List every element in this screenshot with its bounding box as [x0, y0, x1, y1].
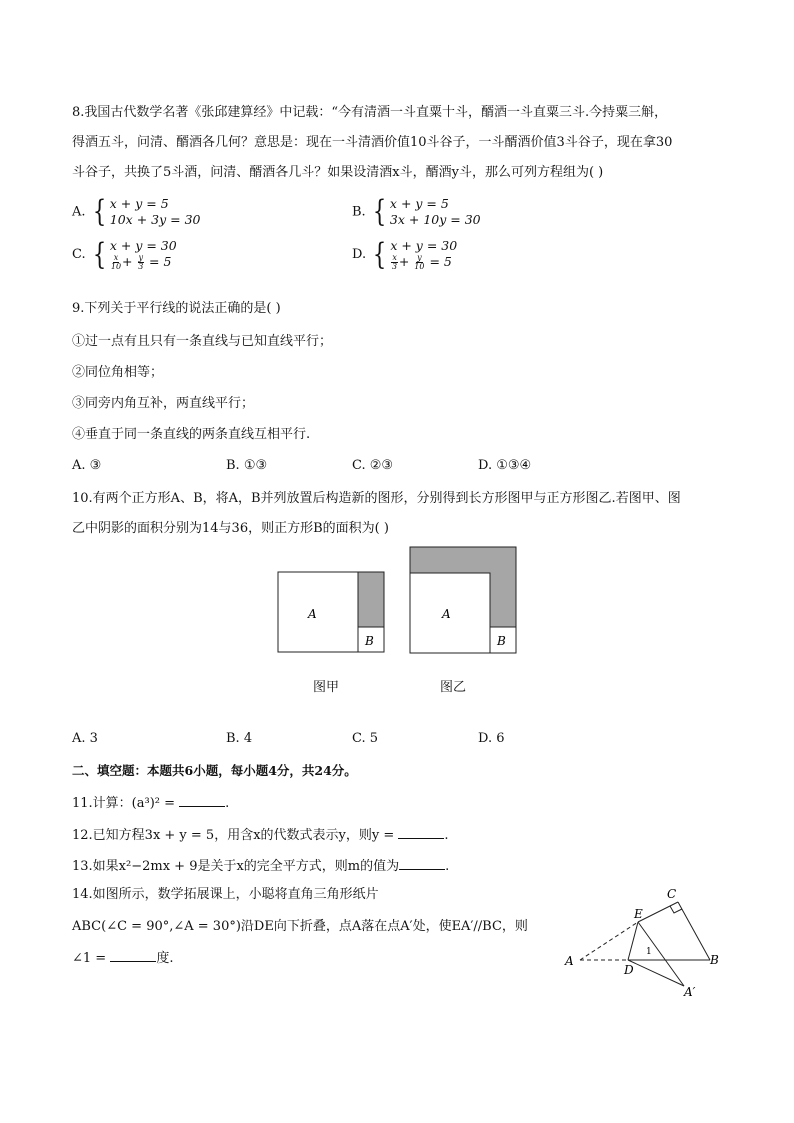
label-b: B: [710, 953, 719, 967]
q14-line2: ABC(∠C = 90°,∠A = 30°)沿DE向下折叠，点A落在点A′处，使EA′//BC，则: [72, 919, 528, 934]
fraction-numerator: x: [392, 253, 397, 262]
label-d: D: [624, 963, 634, 977]
equation: x + y = 5: [389, 196, 449, 211]
equation: x + y = 30: [390, 238, 458, 253]
q9-option-a: A. ③: [72, 458, 102, 473]
answer-blank[interactable]: [399, 856, 445, 870]
q9-option-b: B. ①③: [226, 458, 268, 473]
figure-jia: [278, 572, 384, 652]
q10-figures: [270, 540, 530, 660]
q10-option-d: D. 6: [478, 731, 505, 746]
q9-statement-3: ③同旁内角互补，两直线平行；: [72, 396, 255, 411]
segment-ec: [638, 902, 678, 922]
fraction-numerator: y: [417, 253, 422, 262]
q14-line1: 14.如图所示，数学拓展课上，小聪将直角三角形纸片: [72, 887, 379, 902]
equation: $\frac{x}{3}$ + $\frac{y}{10}$ = 5: [392, 253, 452, 271]
q12-suffix: .: [444, 828, 449, 843]
q11-text: 11.计算：(a³)² =: [72, 796, 180, 811]
q14-text: ∠1 =: [72, 951, 111, 966]
q8-option-d: D. { x + y = 30 $\frac{x}{3}$ + $\frac{y}{10}$ = 5: [352, 236, 458, 272]
answer-blank[interactable]: [110, 948, 156, 962]
label-a: A: [565, 954, 574, 968]
q8-line1: 8.我国古代数学名著《张邱建算经》中记载：“今有清酒一斗直粟十斗，醑酒一斗直粟三斗.今持粟三斛，: [72, 105, 668, 120]
section-title: 二、填空题：本题共6小题，每小题4分，共24分。: [72, 763, 357, 778]
q13-text: 13.如果x²−2mx + 9是关于x的完全平方式，则m的值为: [72, 859, 400, 874]
segment-da1: [628, 960, 684, 986]
q10-option-a: A. 3: [72, 731, 98, 746]
q8-option-c: C. { x + y = 30 $\frac{x}{10}$ + $\frac{y}{3}$ = 5: [72, 236, 177, 272]
q9-statement-1: ①过一点有且只有一条直线与已知直线平行；: [72, 334, 333, 349]
equation: x + y = 30: [109, 238, 177, 253]
label-b: B: [497, 634, 506, 648]
segment-ea1: [638, 922, 684, 986]
label-a: A: [442, 607, 451, 621]
q10-option-b: B. 4: [226, 731, 253, 746]
equation: 10x + 3y = 30: [109, 212, 201, 227]
caption-yi: 图乙: [440, 680, 467, 695]
q14-triangle-figure: [560, 882, 730, 1002]
equation: x + y = 5: [109, 196, 169, 211]
option-label: C.: [72, 247, 86, 262]
label-a-prime: A′: [684, 985, 696, 999]
fraction-numerator: y: [138, 253, 144, 262]
answer-blank[interactable]: [179, 793, 225, 807]
option-label: D.: [352, 247, 367, 262]
option-label: A.: [72, 204, 86, 220]
equation-tail: = 5: [429, 254, 452, 269]
q14-suffix: 度.: [156, 951, 174, 966]
fraction-denominator: 10: [110, 262, 122, 271]
q13-suffix: .: [445, 859, 450, 874]
q8-option-b: B. { x + y = 5 3x + 10y = 30: [352, 194, 481, 229]
q11-suffix: .: [225, 796, 230, 811]
fraction-denominator: 3: [392, 262, 398, 271]
q10-option-c: C. 5: [352, 731, 379, 746]
equation-tail: = 5: [149, 254, 172, 269]
right-angle-mark: [670, 906, 682, 913]
q9-statement-4: ④垂直于同一条直线的两条直线互相平行.: [72, 427, 311, 442]
fraction-numerator: x: [113, 253, 119, 262]
label-angle-1: 1: [646, 947, 652, 957]
q9-option-c: C. ②③: [352, 458, 394, 473]
fraction-denominator: 10: [414, 262, 425, 271]
equation: 3x + 10y = 30: [389, 212, 481, 227]
shaded-region: [358, 572, 384, 627]
q9-stem: 9.下列关于平行线的说法正确的是( ): [72, 301, 281, 316]
q8-line2: 得酒五斗，问清、醑酒各几何？意思是：现在一斗清酒价值10斗谷子，一斗醑酒价值3斗谷子，现在拿30: [72, 135, 673, 150]
q12-text: 12.已知方程3x + y = 5，用含x的代数式表示y，则y =: [72, 828, 399, 843]
q9-option-d: D. ①③④: [478, 458, 532, 473]
option-label: B.: [352, 204, 366, 220]
equation: $\frac{x}{10}$ + $\frac{y}{3}$ = 5: [110, 253, 172, 271]
q13: [72, 856, 449, 876]
fraction-denominator: 3: [138, 262, 144, 271]
label-e: E: [634, 907, 643, 921]
label-b: B: [365, 634, 374, 648]
q8-line3: 斗谷子，共换了5斗酒，问清、醑酒各几斗？如果设清酒x斗，醑酒y斗，那么可列方程组为( ): [72, 165, 604, 180]
q9-statement-2: ②同位角相等；: [72, 365, 164, 380]
caption-jia: 图甲: [313, 680, 340, 695]
answer-blank[interactable]: [398, 825, 444, 839]
label-c: C: [667, 887, 677, 901]
q11: [72, 793, 229, 813]
q14-line3: [72, 948, 173, 968]
figure-yi: [410, 547, 516, 653]
q10-line1: 10.有两个正方形A、B，将A，B并列放置后构造新的图形，分别得到长方形图甲与正方形图乙.若图甲、图: [72, 491, 681, 506]
q10-line2: 乙中阴影的面积分别为14与36，则正方形B的面积为( ): [72, 521, 389, 536]
q8-option-a: A. { x + y = 5 10x + 3y = 30: [72, 194, 201, 229]
label-a: A: [308, 607, 317, 621]
segment-cb: [678, 902, 710, 960]
q12: [72, 825, 449, 845]
